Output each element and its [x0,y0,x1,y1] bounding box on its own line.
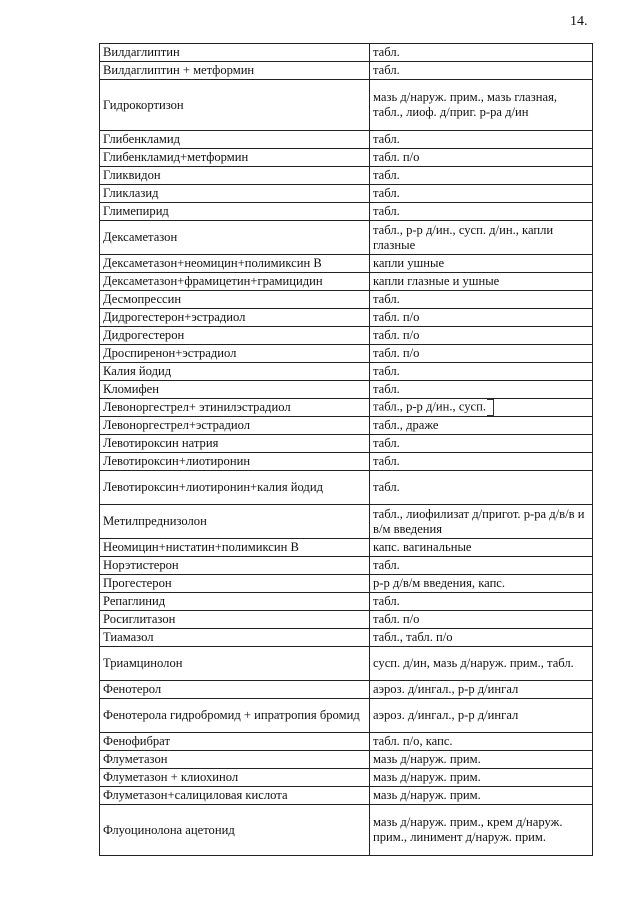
drug-name-cell: Триамцинолон [100,647,370,681]
table-row [100,381,593,399]
table-row [100,539,593,557]
drug-name-cell: Левоноргестрел+эстрадиол [100,417,370,435]
drug-name-cell: Глибенкламид [100,131,370,149]
table-row [100,611,593,629]
table-row [100,149,593,167]
table-row [100,453,593,471]
dosage-form-cell: табл. [370,167,593,185]
drug-name-cell: Неомицин+нистатин+полимиксин В [100,539,370,557]
dosage-form-cell: табл. п/о [370,149,593,167]
drug-name-cell: Левотироксин натрия [100,435,370,453]
dosage-form-cell: мазь д/наруж. прим. [370,769,593,787]
dosage-form-cell: табл., драже [370,417,593,435]
dosage-form-cell: мазь д/наруж. прим. [370,751,593,769]
dosage-form-cell: мазь д/наруж. прим., мазь глазная, табл., лиоф. д/приг. р-ра д/ин [370,80,593,131]
dosage-form-cell: р-р д/в/м введения, капс. [370,575,593,593]
table-row [100,751,593,769]
table-row [100,787,593,805]
table-body [100,44,593,856]
table-row [100,805,593,856]
dosage-form-cell: табл., табл. п/о [370,629,593,647]
dosage-form-cell: табл. [370,593,593,611]
table-row [100,185,593,203]
drug-name-cell: Глибенкламид+метформин [100,149,370,167]
table-row [100,363,593,381]
dosage-form-cell: мазь д/наруж. прим. [370,787,593,805]
page-number: 14. [570,14,588,29]
table-row [100,417,593,435]
table-row [100,131,593,149]
dosage-form-cell: капли ушные [370,255,593,273]
dosage-form-cell: табл. п/о [370,327,593,345]
drug-name-cell: Фенофибрат [100,733,370,751]
drug-name-cell: Росиглитазон [100,611,370,629]
drug-name-cell: Калия йодид [100,363,370,381]
table-row [100,44,593,62]
table-row [100,629,593,647]
table-row [100,647,593,681]
table-row [100,309,593,327]
table-row [100,699,593,733]
drug-name-cell: Кломифен [100,381,370,399]
drug-name-cell: Прогестерон [100,575,370,593]
table-row [100,505,593,539]
dosage-form-cell: сусп. д/ин, мазь д/наруж. прим., табл. [370,647,593,681]
table-row [100,221,593,255]
drug-name-cell: Вилдаглиптин [100,44,370,62]
table-row [100,733,593,751]
table-row [100,435,593,453]
dosage-form-cell: табл. [370,471,593,505]
dosage-form-cell: аэроз. д/ингал., р-р д/ингал [370,699,593,733]
dosage-form-cell: табл., р-р д/ин., сусп. [370,399,593,417]
dosage-form-cell: табл. [370,131,593,149]
table-row [100,291,593,309]
dosage-form-cell: табл. [370,363,593,381]
table-row [100,399,593,417]
dosage-form-cell: табл. п/о, капс. [370,733,593,751]
dosage-form-cell: табл., лиофилизат д/пригот. р-ра д/в/в и в/м введения [370,505,593,539]
drug-name-cell: Вилдаглиптин + метформин [100,62,370,80]
drug-name-cell: Флуметазон [100,751,370,769]
table-row [100,681,593,699]
dosage-form-cell: табл. [370,44,593,62]
table-row [100,345,593,363]
dosage-form-cell: табл. [370,203,593,221]
drug-name-cell: Гликвидон [100,167,370,185]
table-row [100,575,593,593]
drug-name-cell: Метилпреднизолон [100,505,370,539]
dosage-form-cell: табл. [370,453,593,471]
drug-name-cell: Дексаметазон+фрамицетин+грамицидин [100,273,370,291]
dosage-form-cell: табл. [370,381,593,399]
drug-name-cell: Дексаметазон+неомицин+полимиксин В [100,255,370,273]
drug-table [99,43,593,856]
dosage-form-cell: табл. [370,557,593,575]
table-row [100,557,593,575]
drug-name-cell: Репаглинид [100,593,370,611]
drug-name-cell: Фенотерола гидробромид + ипратропия бромид [100,699,370,733]
dosage-form-cell: табл. [370,291,593,309]
table-row [100,203,593,221]
drug-name-cell: Левотироксин+лиотиронин [100,453,370,471]
drug-name-cell: Тиамазол [100,629,370,647]
drug-name-cell: Левоноргестрел+ этинилэстрадиол [100,399,370,417]
table-row [100,471,593,505]
table-row [100,80,593,131]
drug-name-cell: Дидрогестерон+эстрадиол [100,309,370,327]
drug-name-cell: Флуметазон+салициловая кислота [100,787,370,805]
drug-name-cell: Дексаметазон [100,221,370,255]
drug-name-cell: Флуоцинолона ацетонид [100,805,370,856]
dosage-form-cell: табл. п/о [370,345,593,363]
drug-name-cell: Гидрокортизон [100,80,370,131]
table-row [100,593,593,611]
drug-name-cell: Фенотерол [100,681,370,699]
drug-name-cell: Дидрогестерон [100,327,370,345]
dosage-form-cell: табл. п/о [370,611,593,629]
drug-name-cell: Флуметазон + клиохинол [100,769,370,787]
dosage-form-cell: капли глазные и ушные [370,273,593,291]
drug-name-cell: Норэтистерон [100,557,370,575]
dosage-form-cell: мазь д/наруж. прим., крем д/наруж. прим., линимент д/наруж. прим. [370,805,593,856]
drug-name-cell: Глимепирид [100,203,370,221]
drug-name-cell: Гликлазид [100,185,370,203]
table-row [100,62,593,80]
table-row [100,273,593,291]
drug-name-cell: Десмопрессин [100,291,370,309]
drug-name-cell: Дроспиренон+эстрадиол [100,345,370,363]
dosage-form-cell: аэроз. д/ингал., р-р д/ингал [370,681,593,699]
table-row [100,167,593,185]
dosage-form-cell: табл., р-р д/ин., сусп. д/ин., капли глазные [370,221,593,255]
table-row [100,327,593,345]
table-row [100,255,593,273]
dosage-form-cell: табл. п/о [370,309,593,327]
dosage-form-cell: табл. [370,435,593,453]
table-row [100,769,593,787]
cell-box-mark [487,399,494,416]
dosage-form-cell: капс. вагинальные [370,539,593,557]
dosage-form-cell: табл. [370,62,593,80]
dosage-form-cell: табл. [370,185,593,203]
drug-name-cell: Левотироксин+лиотиронин+калия йодид [100,471,370,505]
